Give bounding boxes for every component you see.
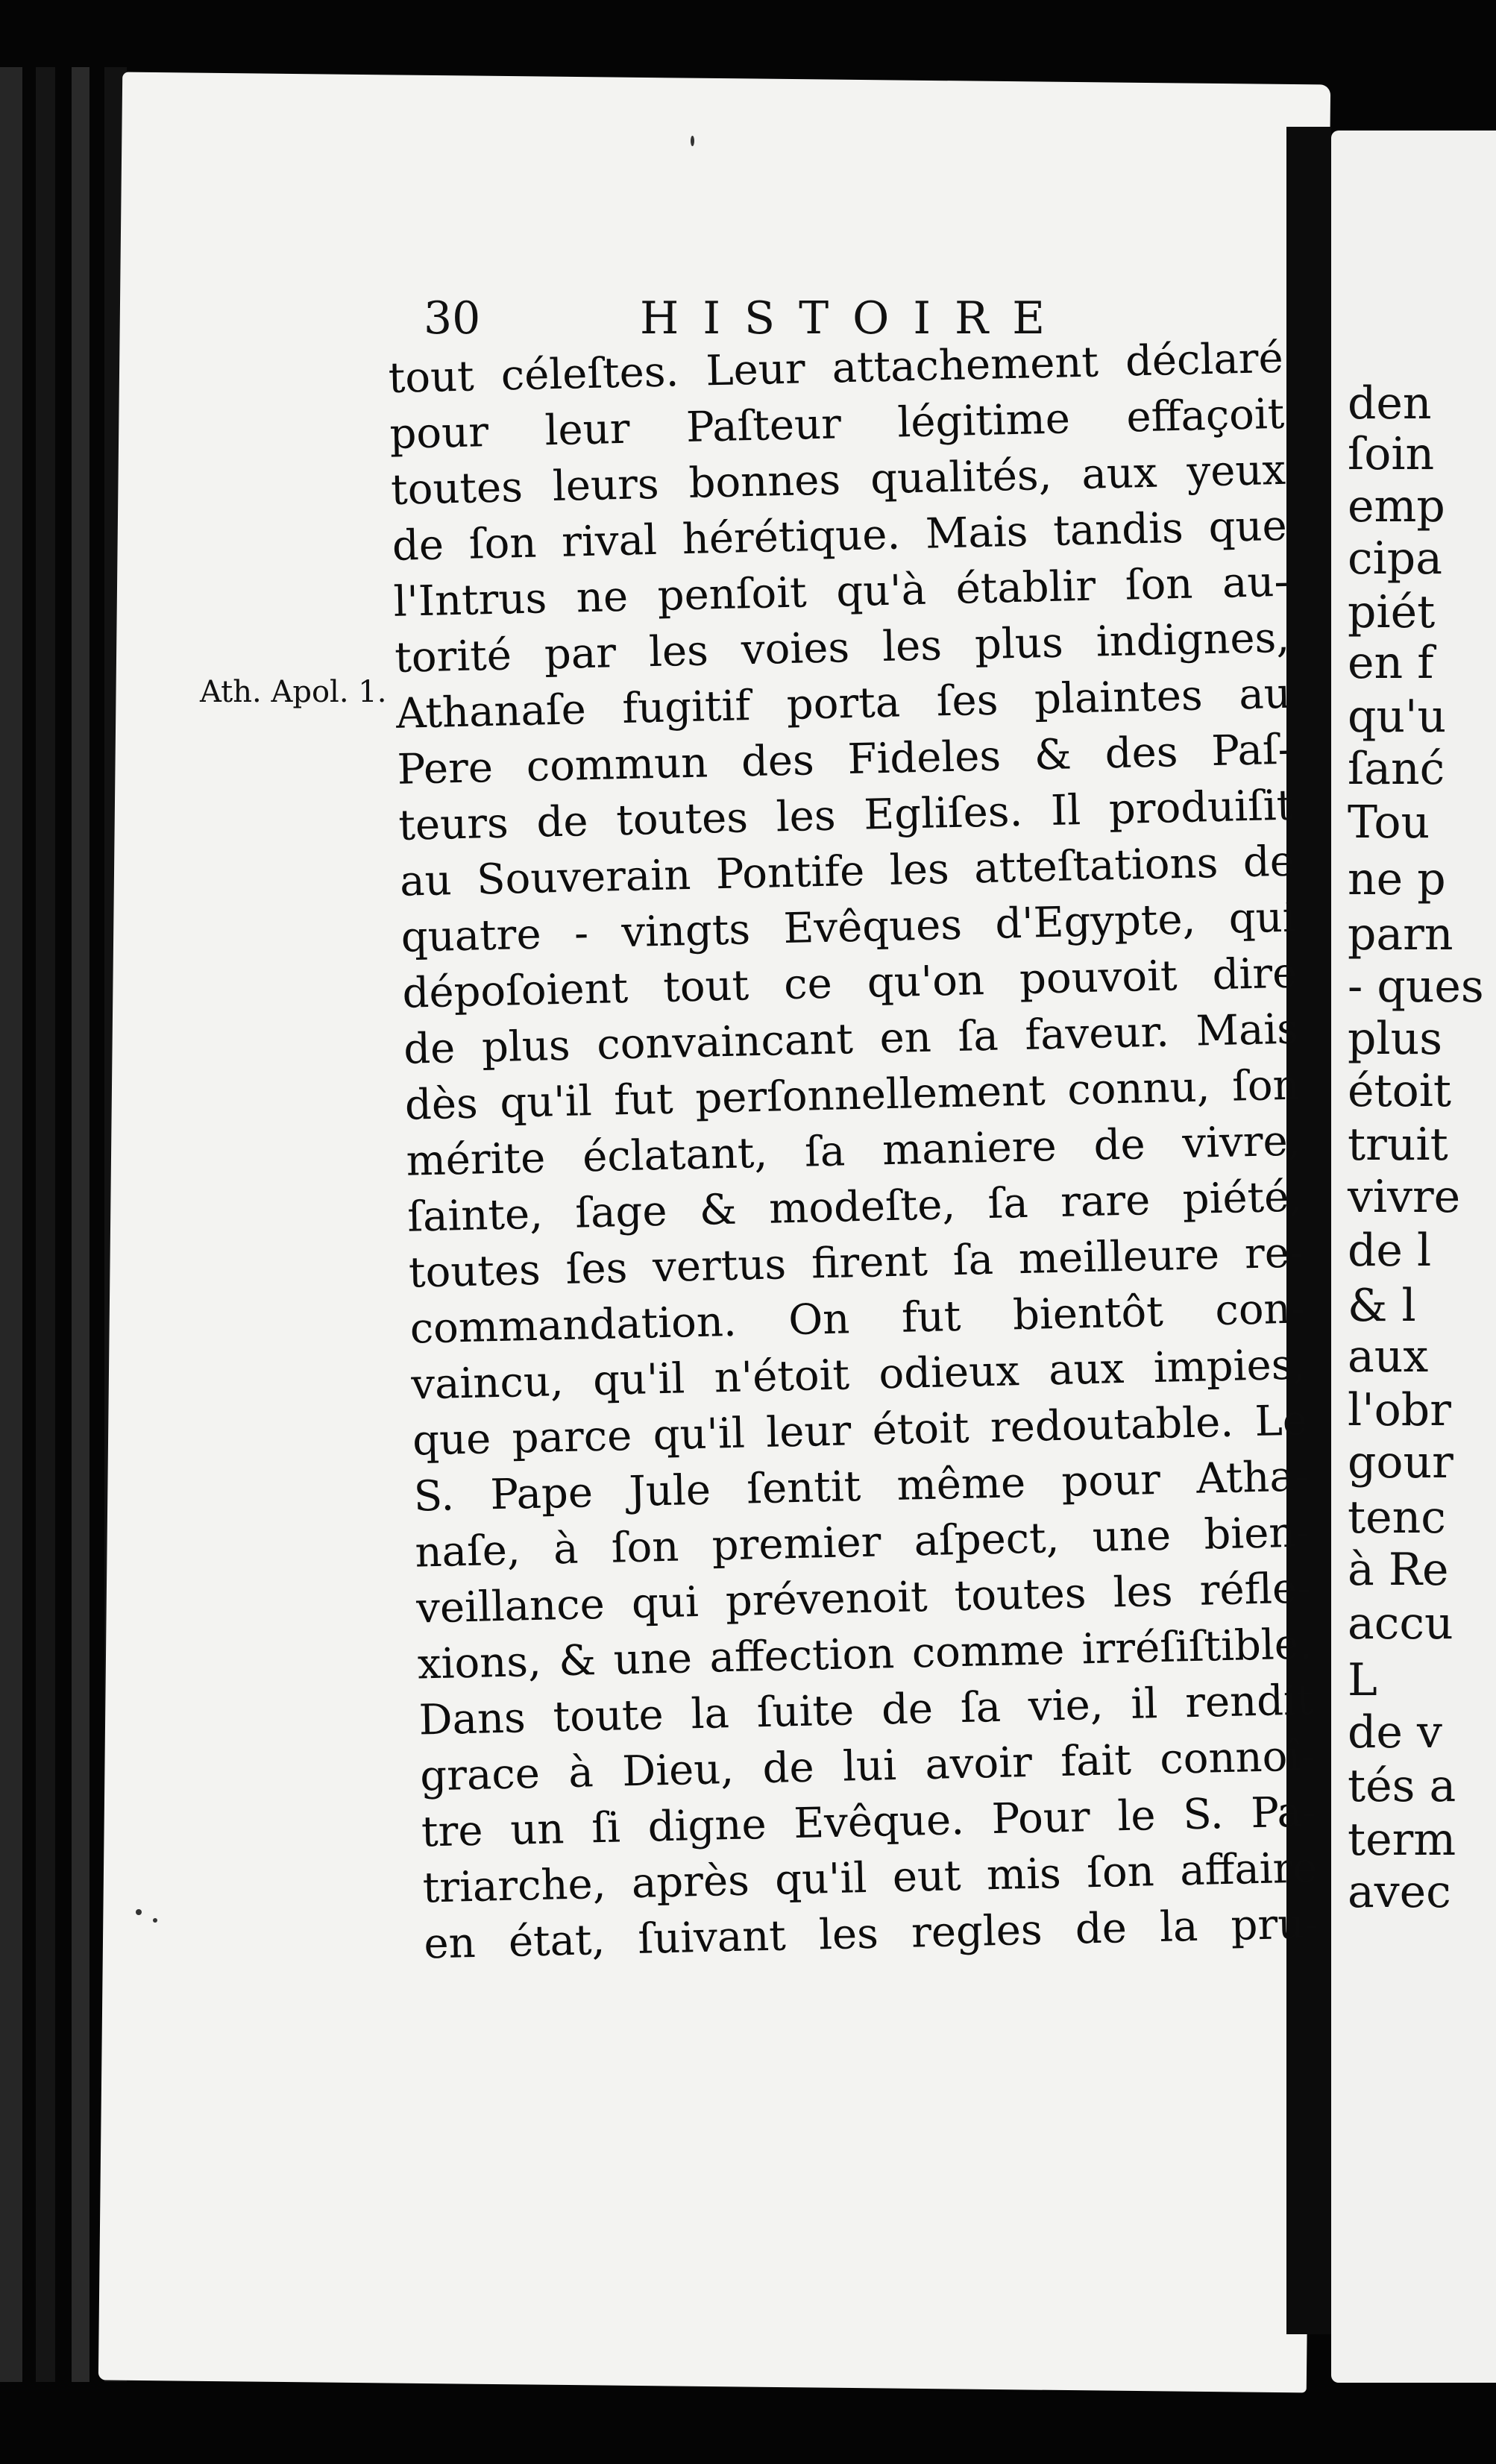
text-line: ſainte, ſage & modeſte, ſa rare piété, [406, 1172, 1303, 1242]
facing-text-fragment: ſanć [1348, 743, 1445, 795]
running-title: HISTOIRE [640, 292, 1069, 345]
text-line: quatre - vingts Evêques d'Egypte, qui [400, 893, 1297, 962]
facing-text-fragment: de l [1348, 1225, 1432, 1277]
body-text [388, 330, 1319, 1973]
facing-text-fragment: Tou [1348, 796, 1430, 849]
book-edge [0, 67, 22, 2382]
text-line: pour leur Paſteur légitime effaçoit [389, 389, 1285, 459]
text-line: de plus convaincant en ſa faveur. Mais [403, 1005, 1299, 1074]
facing-text-fragment: ſoin [1348, 428, 1435, 480]
facing-text-fragment: aux [1348, 1330, 1429, 1383]
facing-text-fragment: parn [1348, 908, 1453, 961]
text-line: dès qu'il fut perſonnellement connu, ſon [404, 1060, 1301, 1130]
facing-text-fragment: tés a [1348, 1760, 1456, 1812]
facing-text-fragment: étoit [1348, 1065, 1452, 1117]
text-line: mérite éclatant, ſa maniere de vivre, [405, 1116, 1302, 1186]
ink-speck [153, 1918, 157, 1923]
ink-speck [136, 1909, 142, 1915]
facing-text-fragment: en f [1348, 637, 1434, 689]
facing-text-fragment: ne p [1348, 853, 1446, 905]
ink-speck [691, 136, 694, 146]
text-line: teurs de toutes les Egliſes. Il produiſit [397, 781, 1294, 850]
book-edge [36, 67, 55, 2382]
facing-text-fragment: tenc [1348, 1492, 1446, 1544]
text-line: dépoſoient tout ce qu'on pouvoit dire [401, 949, 1298, 1018]
facing-text-fragment: qu'u [1348, 691, 1447, 743]
page-number: 30 [424, 292, 481, 345]
facing-text-fragment: truit [1348, 1119, 1448, 1171]
text-line: Athanaſe fugitif porta ſes plaintes au [395, 669, 1292, 738]
text-line: commandation. On fut bientôt con- [409, 1284, 1306, 1354]
text-line: tre un ſi digne Evêque. Pour le S. Pa- [421, 1788, 1317, 1857]
book-edge [72, 67, 89, 2382]
text-line: veillance qui prévenoit toutes les réfle- [415, 1564, 1312, 1633]
text-line: naſe, à ſon premier aſpect, une bien- [414, 1508, 1311, 1577]
facing-text-fragment: plus [1348, 1013, 1443, 1065]
marginal-note: Ath. Apol. 1. [200, 675, 387, 709]
text-line: toutes leurs bonnes qualités, aux yeux [390, 445, 1286, 515]
facing-text-fragment: vivre [1348, 1171, 1461, 1223]
text-line: xions, & une affection comme irréſiſtible. [417, 1620, 1313, 1689]
facing-page [1331, 131, 1496, 2383]
facing-text-fragment: avec [1348, 1866, 1451, 1918]
text-line: vaincu, qu'il n'étoit odieux aux impies, [410, 1340, 1307, 1409]
text-line: triarche, après qu'il eut mis ſon affaire [422, 1844, 1319, 1913]
text-line: l'Intrus ne penſoit qu'à établir ſon au- [392, 557, 1289, 626]
facing-text-fragment: l'obr [1348, 1384, 1451, 1436]
facing-text-fragment: L [1348, 1654, 1377, 1706]
text-line: au Souverain Pontife les atteſtations de [399, 837, 1295, 906]
text-line: que parce qu'il leur étoit redoutable. Le [412, 1396, 1308, 1465]
facing-text-fragment: cipa [1348, 532, 1442, 585]
text-line: toutes ſes vertus firent ſa meilleure re- [408, 1228, 1304, 1298]
facing-text-fragment: & l [1348, 1280, 1416, 1332]
text-line: grace à Dieu, de lui avoir fait connoî- [419, 1732, 1316, 1801]
text-line: en état, ſuivant les regles de la pru- [423, 1899, 1319, 1969]
text-line: torité par les voies les plus indignes, [394, 613, 1290, 682]
text-line: de ſon rival hérétique. Mais tandis que [392, 501, 1288, 571]
facing-text-fragment: piét [1348, 586, 1436, 638]
text-line: Pere commun des Fideles & des Paſ- [397, 725, 1293, 794]
facing-text-fragment: de v [1348, 1706, 1442, 1759]
facing-text-fragment: à Re [1348, 1544, 1449, 1596]
facing-text-fragment: emp [1348, 480, 1445, 532]
facing-text-fragment: term [1348, 1814, 1456, 1866]
facing-text-fragment: - ques [1348, 961, 1484, 1013]
text-line: Dans toute la ſuite de ſa vie, il rendit [418, 1676, 1315, 1745]
facing-text-fragment: accu [1348, 1597, 1453, 1650]
text-line: tout céleſtes. Leur attachement déclaré [388, 333, 1284, 403]
facing-text-fragment: den [1348, 377, 1432, 430]
text-line: S. Pape Jule ſentit même pour Atha- [413, 1452, 1310, 1521]
facing-text-fragment: gour [1348, 1436, 1453, 1489]
